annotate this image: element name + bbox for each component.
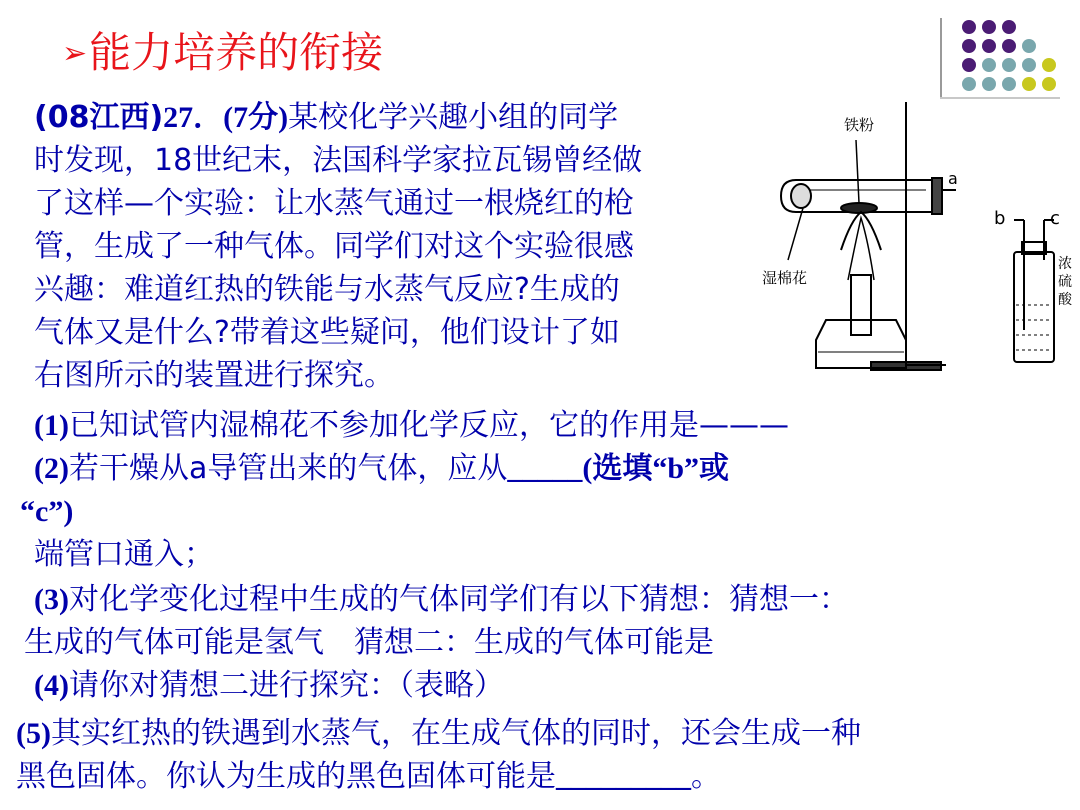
wash-bottle xyxy=(1014,252,1054,362)
q2-label: (2) xyxy=(34,452,69,485)
q5-text: 其实红热的铁遇到水蒸气，在生成气体的同时，还会生成一种 xyxy=(50,716,861,751)
q2-blank: _____ xyxy=(507,452,583,485)
question-source: (08江西) xyxy=(34,100,164,135)
q1-label: (1) xyxy=(34,409,69,442)
intro-line-1 xyxy=(34,98,618,138)
intro-line-3: 了这样—个实验：让水蒸气通过一根烧红的枪 xyxy=(34,186,634,221)
arrow-bullet-icon: ➢ xyxy=(62,36,88,71)
q2-text: 若干燥从a导管出来的气体，应从 xyxy=(68,451,508,486)
q3-label: (3) xyxy=(34,583,69,616)
corner-divider-horizontal xyxy=(940,97,1060,99)
stopper xyxy=(932,178,942,214)
intro-line-7: 右图所示的装置进行探究。 xyxy=(34,358,394,393)
intro-line-2: 时发现，18世纪末，法国科学家拉瓦锡曾经做 xyxy=(34,143,643,178)
question-2-cont xyxy=(20,492,73,532)
q5-blank: _________ xyxy=(556,760,691,793)
intro-line-4: 管，生成了一种气体。同学们对这个实验很感 xyxy=(34,229,634,264)
q1-blank: ——— xyxy=(698,408,789,443)
question-2-end: 端管口通入； xyxy=(34,537,214,572)
apparatus-diagram xyxy=(756,100,1072,380)
label-wet-cotton: 湿棉花 xyxy=(762,269,808,287)
q1-text: 已知试管内湿棉花不参加化学反应，它的作用是 xyxy=(68,408,699,443)
question-5-line2 xyxy=(16,757,721,797)
q5-label: (5) xyxy=(16,717,51,750)
label-acid-3: 酸 xyxy=(1058,292,1072,308)
label-b: b xyxy=(994,208,1006,229)
burner-wick xyxy=(851,275,871,335)
q5-line2: 黑色固体。你认为生成的黑色固体可能是 xyxy=(16,759,556,794)
alcohol-lamp xyxy=(816,320,906,368)
q2-after: (选填“b”或 xyxy=(582,452,730,485)
question-3 xyxy=(34,580,849,620)
q3-text: 对化学变化过程中生成的气体同学们有以下猜想：猜想一： xyxy=(68,582,849,617)
intro-line-5: 兴趣：难道红热的铁能与水蒸气反应?生成的 xyxy=(34,272,620,307)
question-number: 27． xyxy=(163,101,224,134)
wet-cotton xyxy=(791,184,811,208)
question-points: (7分) xyxy=(223,101,289,134)
label-acid-1: 浓 xyxy=(1058,256,1072,272)
q2-cont: “c”) xyxy=(20,495,74,528)
intro-text: 某校化学兴趣小组的同学 xyxy=(288,100,619,135)
label-a: a xyxy=(948,169,958,188)
slide-title xyxy=(62,26,383,81)
slide-title-text: 能力培养的衔接 xyxy=(89,28,384,77)
q5-end: 。 xyxy=(691,759,721,794)
label-c: c xyxy=(1050,208,1060,229)
q4-text: 请你对猜想二进行探究：（表略） xyxy=(68,668,504,703)
corner-divider-vertical xyxy=(940,18,942,98)
q4-label: (4) xyxy=(34,669,69,702)
label-iron-powder: 铁粉 xyxy=(844,116,875,134)
label-acid-2: 硫 xyxy=(1058,274,1072,290)
question-2 xyxy=(34,449,729,489)
question-4 xyxy=(34,666,504,706)
question-3-line2: 生成的气体可能是氢气 猜想二：生成的气体可能是 xyxy=(24,625,714,660)
question-1 xyxy=(34,406,789,446)
question-5 xyxy=(16,714,861,754)
iron-powder xyxy=(841,203,877,213)
intro-line-6: 气体又是什么?带着这些疑问，他们设计了如 xyxy=(34,315,620,350)
